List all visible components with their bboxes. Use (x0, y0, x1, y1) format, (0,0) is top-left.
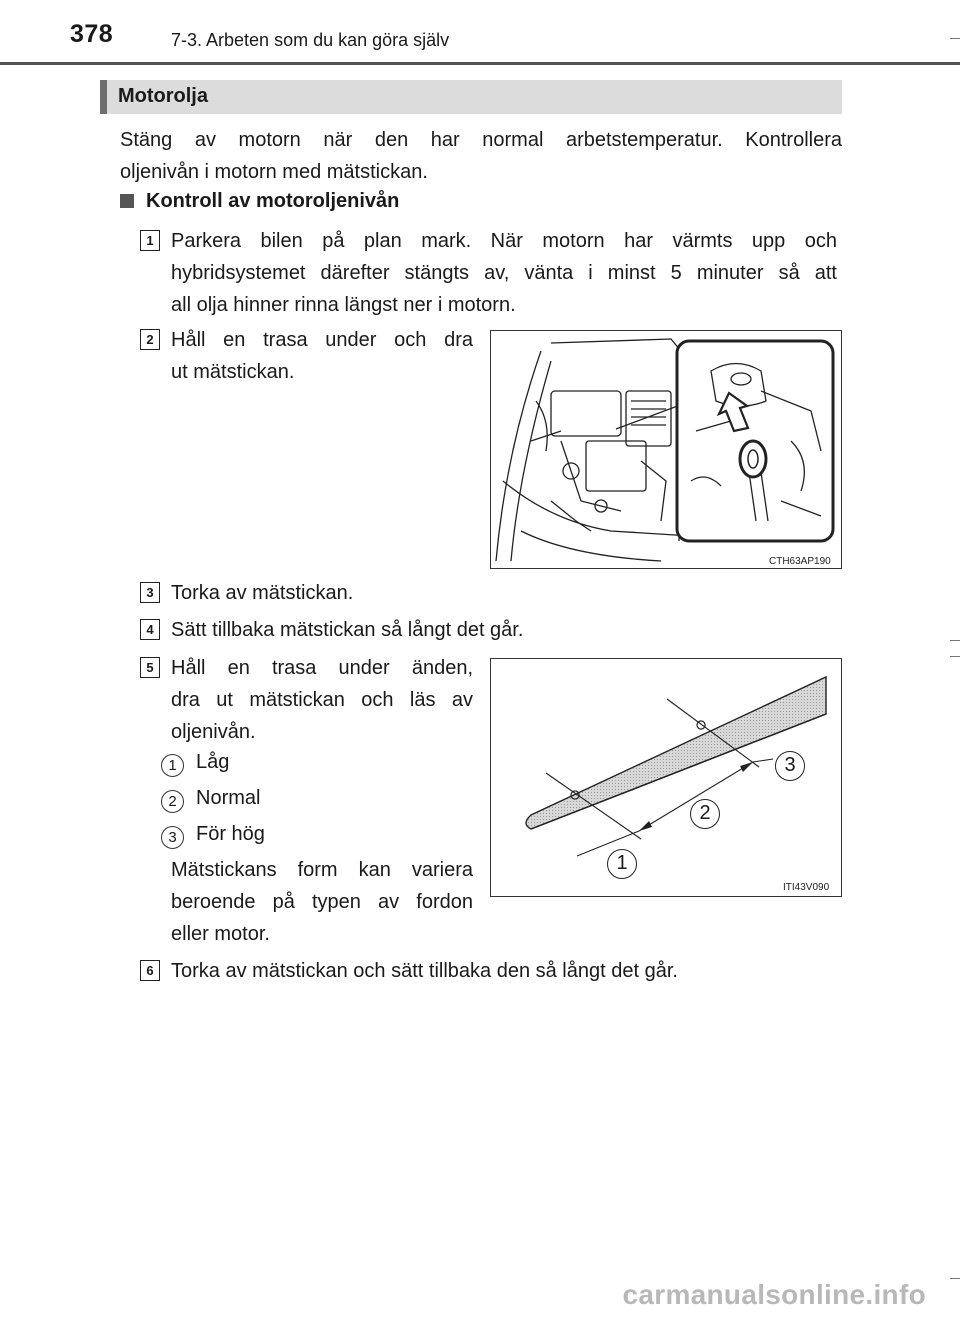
edge-mark (950, 1278, 960, 1279)
section-title: Motorolja (118, 85, 208, 107)
running-head: 7-3. Arbeten som du kan göra själv (171, 30, 450, 50)
step-line: Håll en trasa under och dra (171, 329, 473, 351)
step-number-5: 5 (140, 657, 160, 678)
page-number: 378 (70, 20, 114, 48)
step-line: oljenivån. (171, 721, 256, 743)
step-number-2: 2 (140, 329, 160, 350)
intro-line: oljenivån i motorn med mätstickan. (120, 161, 428, 183)
step-line: all olja hinner rinna längst ner i motorn. (171, 294, 516, 316)
step-4-text: Sätt tillbaka mätstickan så långt det går. (171, 619, 524, 641)
step-number-4: 4 (140, 619, 160, 640)
dipstick-marker-too-high: 3 (775, 751, 805, 781)
edge-mark (950, 38, 960, 39)
level-label-too-high: För hög (196, 823, 265, 845)
step-number-3: 3 (140, 582, 160, 603)
square-bullet-icon (120, 194, 134, 208)
dipstick-figure (490, 658, 842, 897)
figure-code: CTH63AP190 (769, 556, 831, 567)
engine-bay-illustration (491, 331, 841, 568)
note-line: beroende på typen av fordon (171, 891, 473, 913)
step-line: ut mätstickan. (171, 361, 295, 383)
note-line: Mätstickans form kan variera (171, 859, 473, 881)
step-line: Parkera bilen på plan mark. När motorn har värmts upp och (171, 230, 837, 252)
section-heading-bar (100, 80, 842, 114)
note-line: eller motor. (171, 923, 270, 945)
step-number-6: 6 (140, 960, 160, 981)
step-3-text: Torka av mätstickan. (171, 582, 354, 604)
engine-bay-figure (490, 330, 842, 569)
intro-line: Stäng av motorn när den har normal arbetstemperatur. Kontrollera (120, 129, 842, 151)
level-label-normal: Normal (196, 787, 261, 809)
section-bar-stripe (100, 80, 107, 114)
subsection-title: Kontroll av motoroljenivån (146, 190, 400, 212)
step-5-text (171, 652, 473, 748)
edge-mark (950, 656, 960, 657)
step-line: hybridsystemet därefter stängts av, vänta i minst 5 minuter så att (171, 262, 837, 284)
edge-mark (950, 640, 960, 641)
intro-paragraph (120, 124, 842, 188)
level-marker: 3 (161, 826, 184, 849)
step-2-text (171, 324, 473, 388)
step-line: Håll en trasa under änden, (171, 657, 473, 679)
dipstick-marker-normal: 2 (690, 799, 720, 829)
watermark: carmanualsonline.info (622, 1279, 926, 1310)
step-5-note (171, 854, 473, 950)
subsection-heading (120, 190, 399, 213)
header-rule (0, 62, 960, 65)
step-number-1: 1 (140, 230, 160, 251)
figure-code: ITI43V090 (783, 882, 830, 893)
step-6-text: Torka av mätstickan och sätt tillbaka den så långt det går. (171, 960, 678, 982)
step-line: dra ut mätstickan och läs av (171, 689, 473, 711)
level-marker: 2 (161, 790, 184, 813)
level-marker: 1 (161, 754, 184, 777)
dipstick-marker-low: 1 (607, 849, 637, 879)
step-1-text (171, 225, 837, 321)
level-label-low: Låg (196, 751, 230, 773)
